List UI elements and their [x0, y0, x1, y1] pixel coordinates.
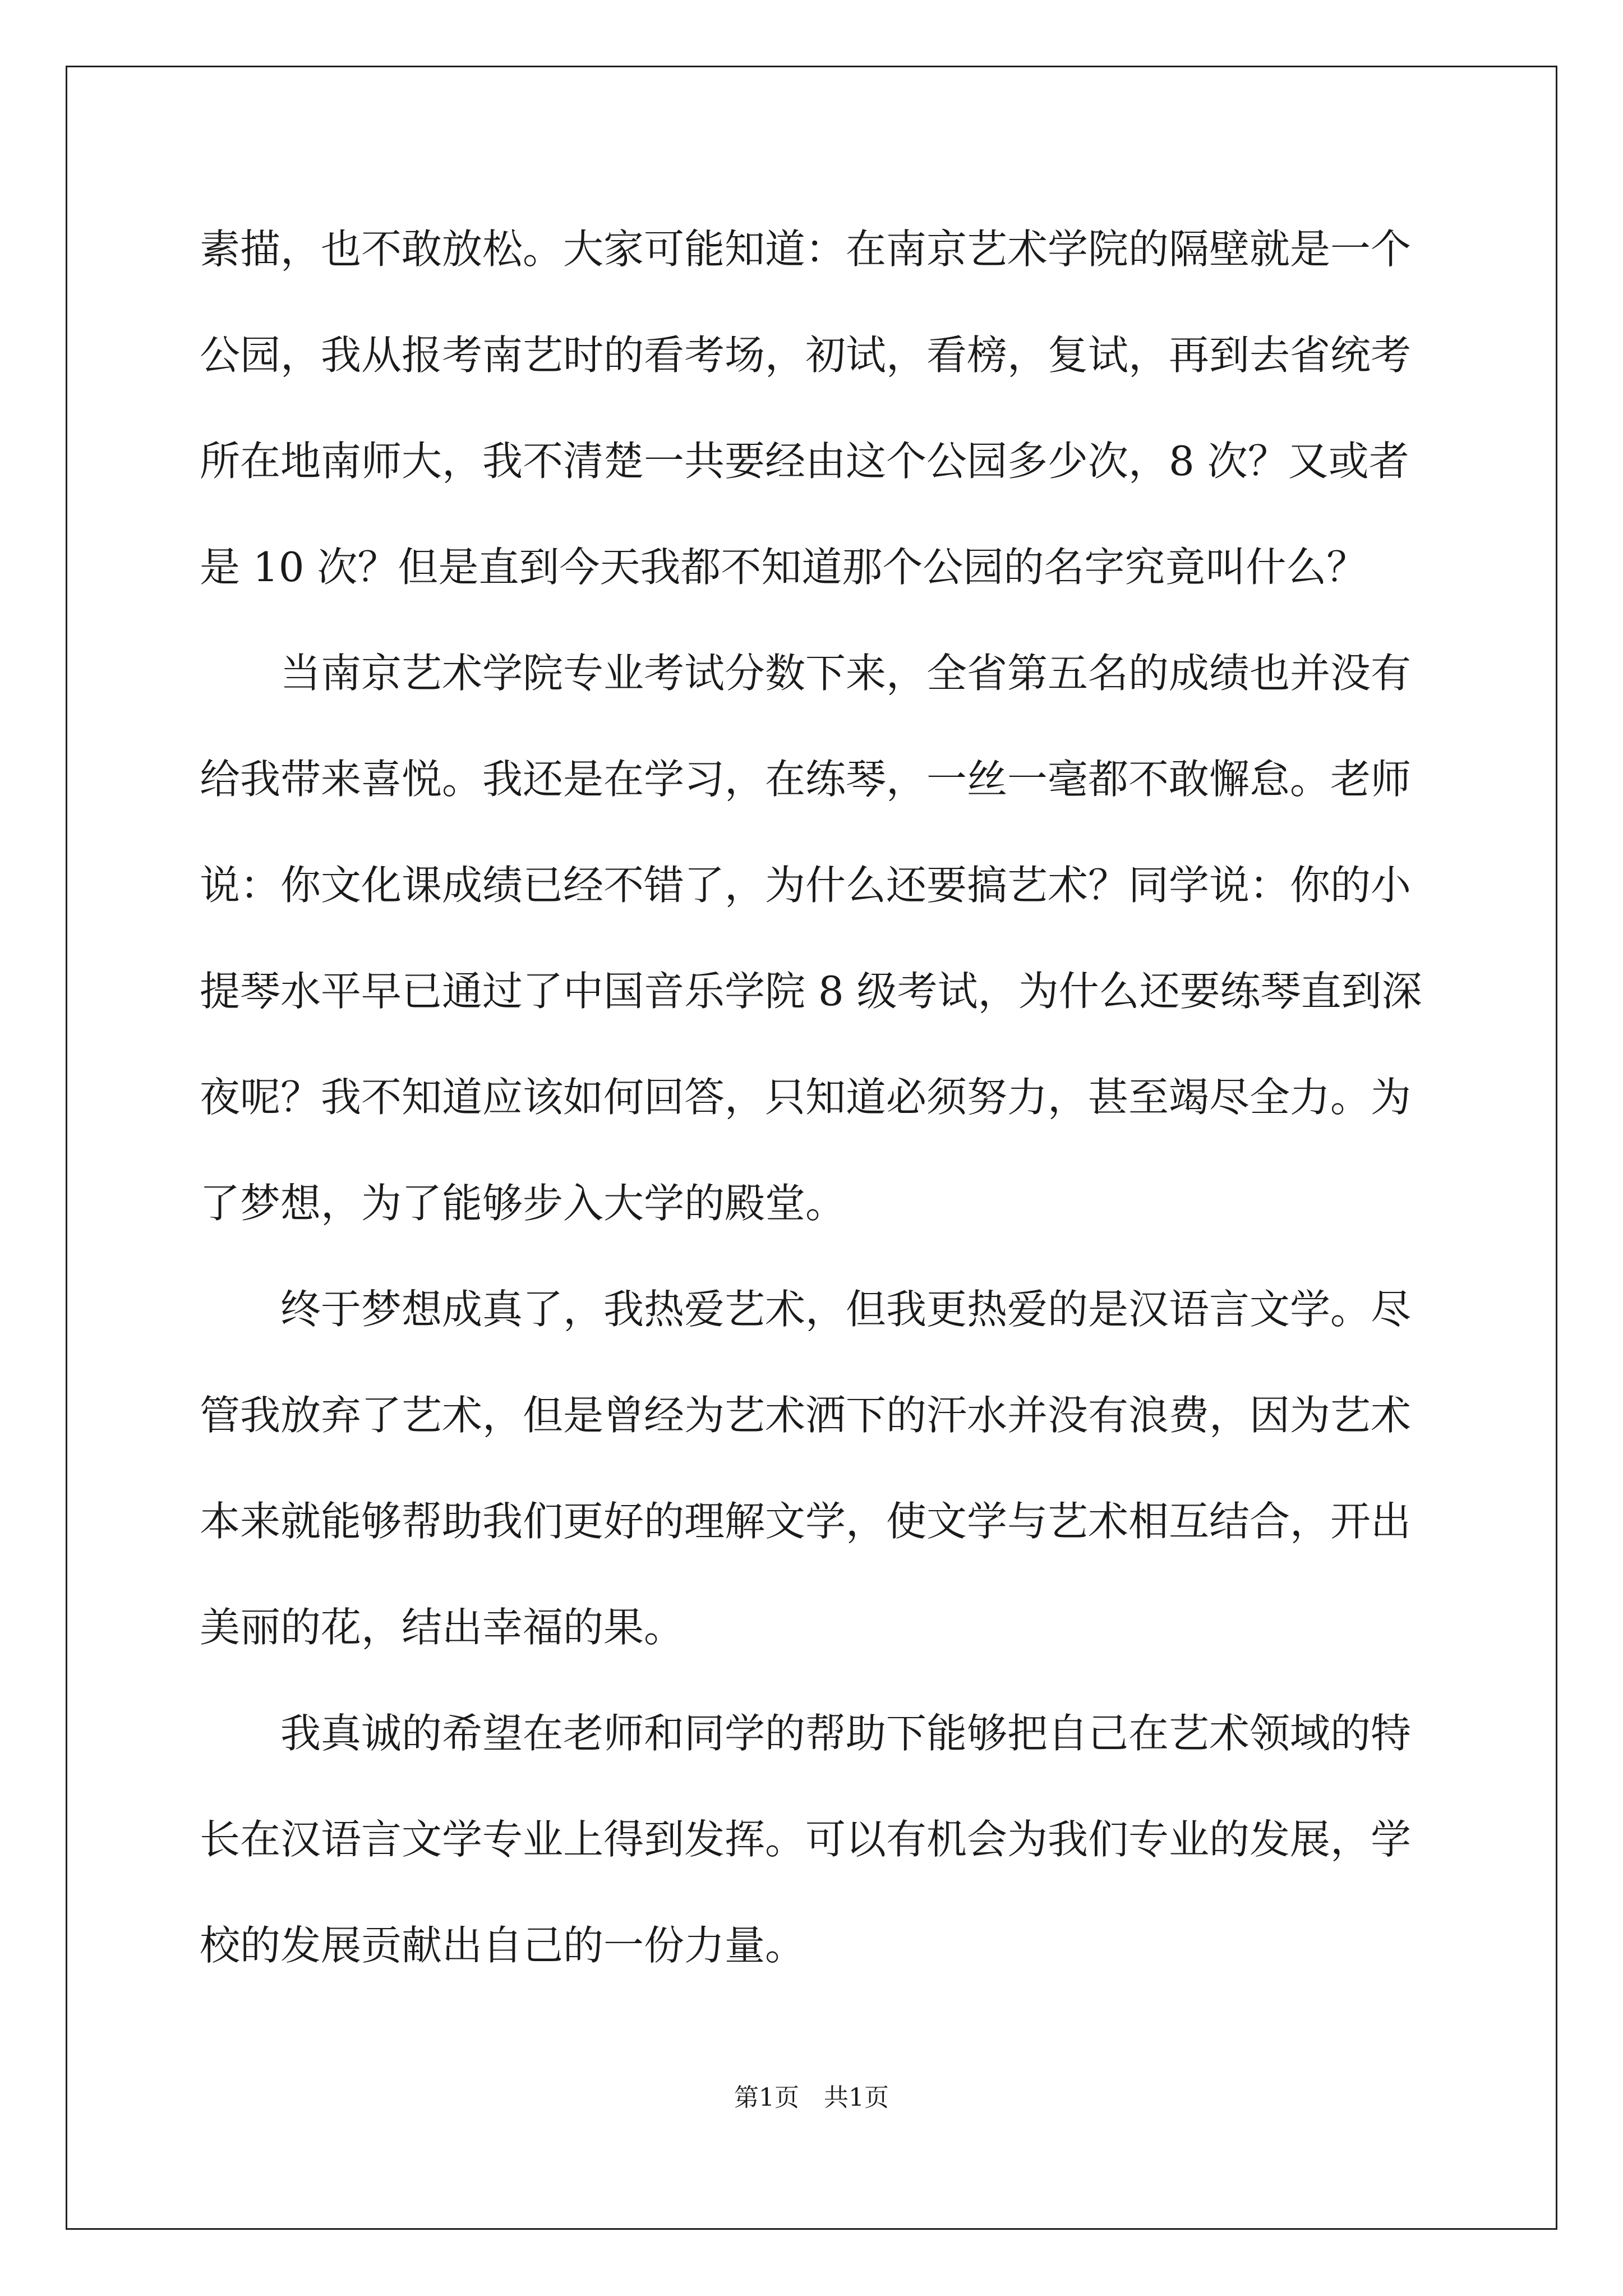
text-line: 素描，也不敢放松。大家可能知道：在南京艺术学院的隔壁就是一个	[200, 226, 1412, 273]
page-footer: 第1页 共1页	[734, 2083, 889, 2112]
text-line: 校的发展贡献出自己的一份力量。	[200, 1922, 806, 1969]
text-line: 公园，我从报考南艺时的看考场，初试，看榜，复试，再到去省统考	[200, 332, 1412, 379]
page-border	[66, 66, 1557, 2230]
text-line: 说：你文化课成绩已经不错了，为什么还要搞艺术？同学说：你的小	[200, 862, 1412, 909]
text-line: 管我放弃了艺术，但是曾经为艺术洒下的汗水并没有浪费，因为艺术	[200, 1392, 1412, 1439]
text-line: 终于梦想成真了，我热爱艺术，但我更热爱的是汉语言文学。尽	[200, 1286, 1412, 1333]
text-line: 我真诚的希望在老师和同学的帮助下能够把自己在艺术领域的特	[200, 1710, 1412, 1757]
text-line: 提琴水平早已通过了中国音乐学院 8 级考试，为什么还要练琴直到深	[200, 968, 1422, 1015]
text-line: 本来就能够帮助我们更好的理解文学，使文学与艺术相互结合，开出	[200, 1498, 1412, 1545]
text-line: 是 10 次？但是直到今天我都不知道那个公园的名字究竟叫什么？	[200, 544, 1367, 591]
text-line: 夜呢？我不知道应该如何回答，只知道必须努力，甚至竭尽全力。为	[200, 1074, 1412, 1121]
text-line: 当南京艺术学院专业考试分数下来，全省第五名的成绩也并没有	[200, 650, 1412, 697]
text-line: 了梦想，为了能够步入大学的殿堂。	[200, 1180, 846, 1227]
text-line: 给我带来喜悦。我还是在学习，在练琴，一丝一毫都不敢懈怠。老师	[200, 756, 1412, 803]
text-line: 所在地南师大，我不清楚一共要经由这个公园多少次，8 次？又或者	[200, 438, 1409, 485]
text-line: 长在汉语言文学专业上得到发挥。可以有机会为我们专业的发展，学	[200, 1816, 1412, 1863]
text-line: 美丽的花，结出幸福的果。	[200, 1604, 685, 1651]
